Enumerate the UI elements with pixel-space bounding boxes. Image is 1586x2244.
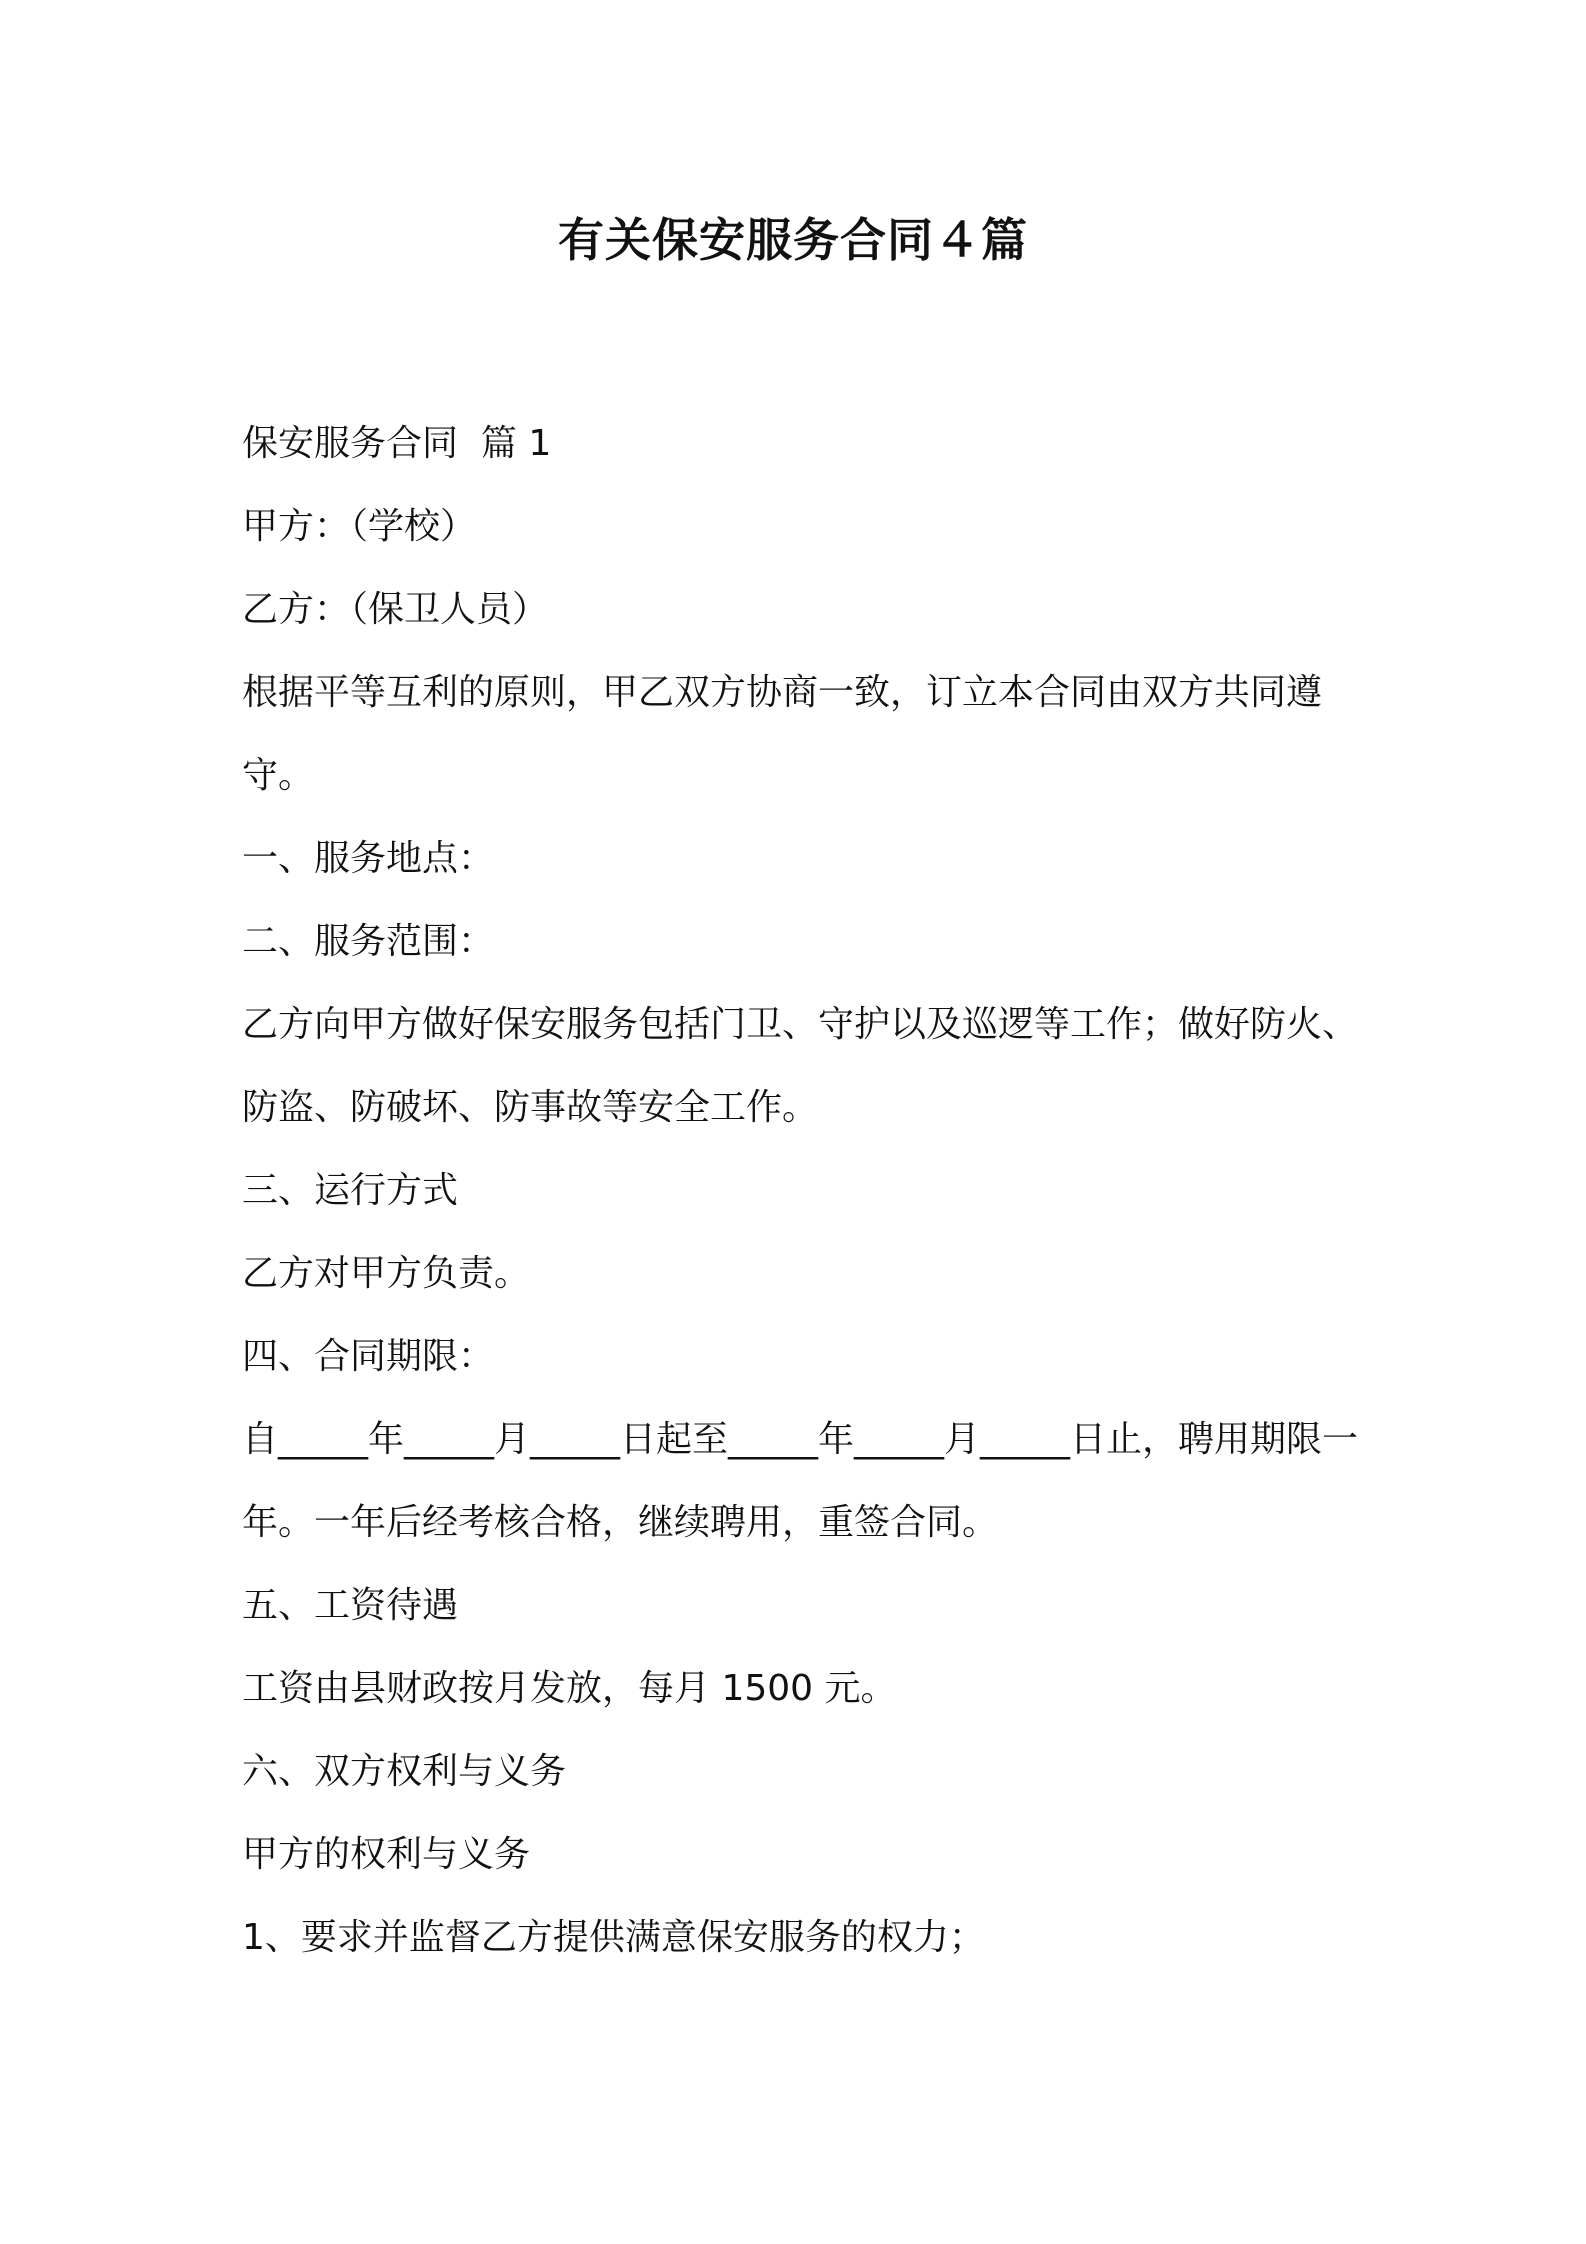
salary-paragraph: 工资由县财政按月发放，每月 1500 元。 <box>242 1668 897 1709</box>
document-title: 有关保安服务合同４篇 <box>558 213 1028 267</box>
party-b-line: 乙方：（保卫人员） <box>242 589 549 630</box>
clause-heading-operation: 三、运行方式 <box>242 1170 459 1211</box>
intro-paragraph: 根据平等互利的原则，甲乙双方协商一致，订立本合同由双方共同遵守。 <box>242 672 1323 796</box>
scope-paragraph: 乙方向甲方做好保安服务包括门卫、守护以及巡逻等工作；做好防火、防盗、防破坏、防事故等安全工作。 <box>242 1004 1359 1128</box>
document-body <box>242 402 1362 1979</box>
subheading-party-a-rights: 甲方的权利与义务 <box>242 1834 531 1875</box>
clause-heading-salary: 五、工资待遇 <box>242 1585 459 1626</box>
clause-heading-location: 一、服务地点： <box>242 838 495 879</box>
clause-heading-scope: 二、服务范围： <box>242 921 495 962</box>
clause-heading-rights: 六、双方权利与义务 <box>242 1751 567 1792</box>
term-paragraph: 自_____年_____月_____日起至_____年_____月_____日止，聘用期限一年。一年后经考核合格，继续聘用，重签合同。 <box>242 1419 1359 1543</box>
operation-paragraph: 乙方对甲方负责。 <box>242 1253 531 1294</box>
list-item: 1、要求并监督乙方提供满意保安服务的权力； <box>242 1917 985 1958</box>
party-a-line: 甲方：（学校） <box>242 506 477 547</box>
section-heading: 保安服务合同 篇 1 <box>242 423 552 464</box>
clause-heading-term: 四、合同期限： <box>242 1336 495 1377</box>
